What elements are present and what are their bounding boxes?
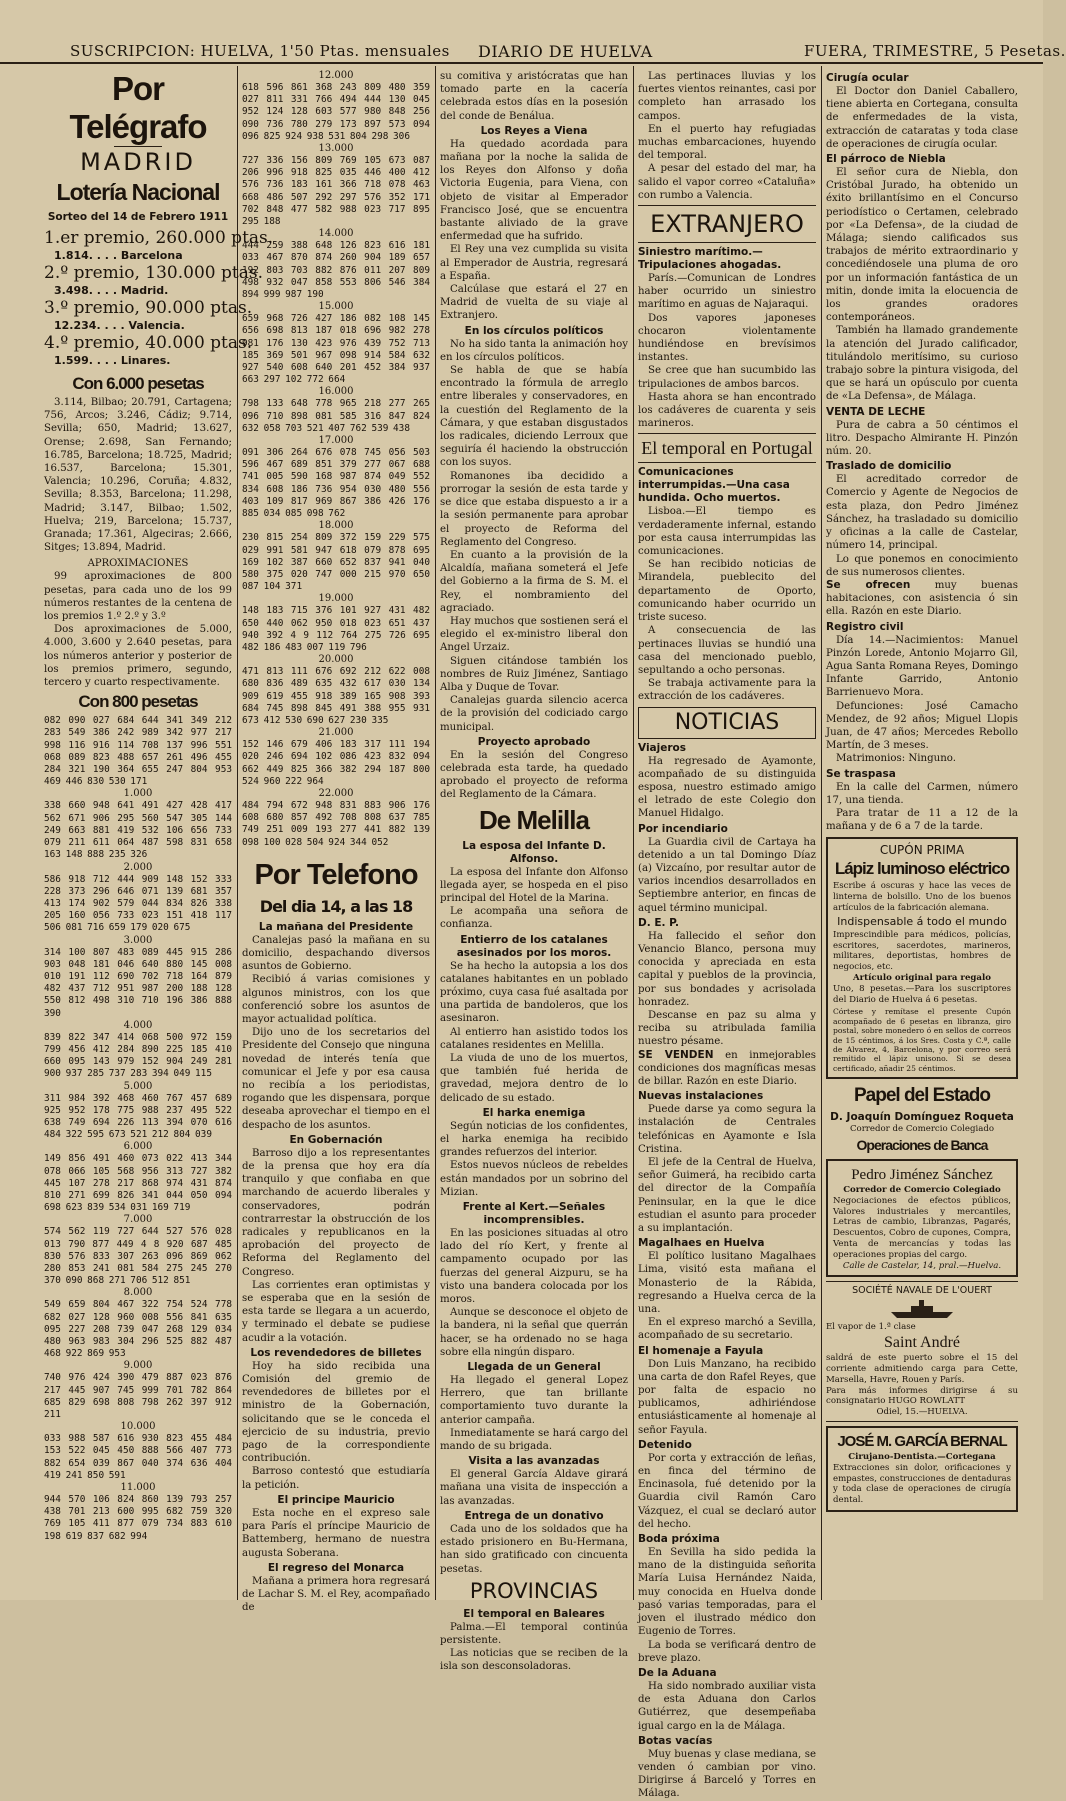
paragraph: Recibió á varias comisiones y algunos ministros, con los que conferenció sobre los asuntos de mayor actualidad política. [242,974,430,1025]
paragraph: Mañana a primera hora regresará de Lachar S. M. el Rey, acompañado de [242,1575,430,1614]
paragraph: La Guardia civil de Cartaya ha detenido a un tal Domingo Díaz (a) Vizcaíno, por resultar autor de varios incendios desarrollados en Septiembre anterior, en fincas de aquel término municipal. [638,836,816,914]
ad-text: muy buenas habitaciones, con asistencia ó sin ella. Razón en este Diario. [826,579,1018,618]
ad-text: Indispensable á todo el mundo [837,914,1007,928]
ad-text: Operaciones de Banca [856,1136,988,1153]
subhead: Viajeros [638,741,686,754]
block-header: 8.000 [123,1287,153,1299]
ad-cupon-prima [826,837,1018,1079]
section-title-telegrafo: Por Telégrafo [69,70,207,145]
prize-1-number: 1.814. . . . Barcelona [54,249,183,262]
subhead: Detenido [638,1438,692,1451]
subhead: Magalhaes en Huelva [638,1237,765,1250]
subhead: Los Reyes a Viena [480,124,588,137]
ad-text: Córtese y remítase el presente Cupón acompañado de 6 pesetas en libranza, giro postal, sobre monedero ó en sellos de correos de 15 céntimos, á los Sres. Costa y C.ª, calle de Alvarez, 4, Barcelona, y por correo será remitido el lápiz unisono. Si se desea certificado, añadir 25 céntimos. [833,1007,1011,1073]
heading-6000: Con 6.000 pesetas [72,374,204,393]
section-title-portugal: El temporal en Portugal [638,433,816,463]
block-header: 18.000 [318,520,354,532]
numbers-block: 484 794 672 948 831 883 906 176 608 680 857 492 708 808 637 785 749 251 009 193 277 441 882 139 098 100 028 504 924 344 052 [242,799,430,848]
numbers-block: 314 100 807 483 089 445 915 286 903 048 181 046 640 880 145 008 010 191 112 690 702 718 164 879 482 437 712 951 987 200 188 128 550 812 498 310 710 196 386 888 390 [44,946,232,1019]
column-lottery [40,70,274,1595]
ship-name: Saint André [884,1334,960,1352]
section-title-telefono: Por Telefono [254,858,418,891]
paragraph: Canalejas guarda silencio acerca de la provisión del codiciado cargo municipal. [440,695,628,733]
aprox-text-2: Dos aproximaciones de 5.000, 4.000, 3.600 y 2.640 pesetas, para los números anterior y posterior de los premios primero, segundo, tercero y cuarto respectivamente. [44,624,232,689]
column-numbers-telefono [238,70,434,1614]
subhead: El regreso del Monarca [267,1561,405,1574]
paragraph: París.—Comunican de Londres haber ocurrido un siniestro marítimo en aguas de Najaraqui. [638,273,816,311]
paragraph: El acreditado corredor de Comercio y Agente de Negocios de esta plaza, don Pedro Jiménez Sánchez, ha trasladado su domicilio y oficinas a la calle de Castelar, número 14, principal. [826,474,1018,552]
numbers-block: 574 562 119 727 644 527 576 028 013 790 877 449 4 8 920 687 485 830 576 833 307 263 096 869 062 280 853 241 081 584 275 245 270 370 090 868 271 706 512 851 [44,1226,232,1287]
paragraph: Esta noche en el expreso sale para París el príncipe Mauricio de Battemberg, hermano de nuestra augusta Soberana. [242,1507,430,1559]
ad-pedro-jimenez [826,1159,1018,1277]
paragraph: Puede darse ya como segura la instalación de Centrales telefónicas en Ayamonte e Isla Cristina. [638,1104,816,1155]
numbers-block: 798 133 648 778 965 218 277 265 096 710 898 081 585 316 847 824 632 058 703 521 407 762 539 438 [242,398,430,434]
subhead: El principe Mauricio [277,1493,395,1506]
paragraph: Pura de cabra a 50 céntimos el litro. Despacho Almirante H. Pinzón núm. 20. [826,419,1018,458]
subhead: El homenaje a Fayula [638,1344,764,1357]
prize-4-number: 1.599. . . . Linares. [54,354,171,367]
paragraph: El Doctor don Daniel Caballero, tiene abierta en Cortegana, consulta de enfermedades de la vista, extracción de cataratas y toda clase de operaciones de cirugía ocular. [826,86,1018,150]
paragraph: Se ha hecho la autopsia a los dos catalanes habitantes en un poblado próximo, cuya casa fué asaltada por una partida de bandoleros, que los asesinaron. [440,960,628,1025]
section-title-extranjero: EXTRANJERO [638,205,816,243]
ad-papel-estado: Papel del Estado [853,1085,991,1107]
ad-title: Pedro Jiménez Sánchez [851,1166,993,1183]
ad-text: Imprescindible para médicos, policías, escritores, sacerdotes, marineros, militares, deportistas, hombres de negocios, etc. [833,929,1011,973]
ad-text: en inmejorables condiciones dos magníficas mesas de billar. Razón en este Diario. [638,1049,816,1087]
paragraph: Le acompaña una señora de confianza. [440,906,628,931]
paragraph: Ha fallecido el señor don Venancio Blanco, persona muy conocida y apreciada en esta capital y pueblos de la provincia, por sus bondades y acrisolada honradez. [638,930,816,1008]
paragraph: Romanones iba decidido a prorrogar la sesión de esta tarde y se dice que estaba dispuesto a ir a la sesión permanente para aprobar el proyecto de Reforma del Reglamento del Congreso. [440,470,628,548]
section-title-provincias: PROVINCIAS [469,1578,599,1603]
ad-text: saldrá de este puerto sobre el 15 del corriente admitiendo carga para Cette, Marsella, Havre, Rouen y París. [826,1353,1018,1385]
section-title-noticias: NOTICIAS [638,707,816,739]
numbers-block: 471 813 111 676 692 212 622 008 680 836 489 635 432 617 030 134 909 619 455 918 389 165 908 393 684 745 898 845 491 388 955 931 673 412 530 690 627 230 335 [242,666,430,726]
ad-text: Calle de Castelar, 14, pral.—Huelva. [842,1260,1002,1271]
paragraph: Día 14.—Nacimientos: Manuel Pinzón Lorede, Antonio Mojarro Gil, Agua Santa Romana Reyes, Domingo Infante Garrido, Antonio Barrienuevo Mora. [826,634,1018,699]
draw-date: Sorteo del 14 de Febrero 1911 [47,211,229,223]
numbers-block: 740 976 424 390 479 887 023 876 217 445 907 745 999 701 782 864 685 829 698 808 798 262 397 912 211 [44,1372,232,1421]
paragraph: Barroso contestó que estudiaría la petición. [242,1466,430,1491]
paragraph: Canalejas pasó la mañana en su domicilio, despachando diversos asuntos de Gobierno. [242,934,430,973]
paragraph: Siguen citándose también los nombres de Ruiz Jiménez, Santiago Alba y Duque de Tovar. [440,655,628,693]
subscription-outside: FUERA, TRIMESTRE, 5 Pesetas. [804,42,1066,60]
paragraph: Dijo uno de los secretarios del Presidente del Consejo que ninguna novedad de interés tenía que comunicar el Jefe y por esa causa no recibía a los periodistas, rogando que les dispensara, porque deseaba aprovechar el tiempo en el despacho de los asuntos. [242,1027,430,1131]
block-header: 21.000 [318,727,354,739]
lottery-title: Lotería Nacional [56,179,220,205]
paragraph: Se han recibido noticias de Mirandela, pueblecito del departamento de Oporto, comunicando haber ocurrido un triste suceso. [638,559,816,624]
paragraph: Inmediatamente se hará cargo del mando de su brigada. [440,1427,628,1453]
paragraph: Estos nuevos núcleos de rebeldes están mandados por un sobrino del Mizian. [440,1160,628,1198]
block-header: 17.000 [318,435,354,447]
numbers-block: 230 815 254 809 372 159 229 575 029 991 581 947 618 079 878 695 169 102 387 660 652 837 941 040 580 375 020 747 000 215 970 650 087 104 371 [242,532,430,593]
paragraph: Las noticias que se reciben de la isla son desconsoladoras. [440,1648,628,1673]
paragraph: su comitiva y aristócratas que han tomado parte en la cacería celebrada estos días en la posesión del conde de Benálua. [440,71,628,122]
paragraph: Descanse en paz su alma y reciba su atribulada familia nuestro pésame. [638,1009,816,1048]
numbers-block: 148 183 715 376 101 927 431 482 650 440 062 950 018 023 651 437 940 392 4 9 112 764 275 726 695 482 186 483 007 119 796 [242,605,430,653]
block-header: 9.000 [123,1360,153,1372]
subhead: Entrega de un donativo [464,1509,604,1522]
ad-dentist [826,1426,1018,1512]
block-header: 16.000 [318,386,354,398]
numbers-block: 444 259 388 648 126 823 616 181 033 467 870 874 260 904 189 657 192 803 703 882 876 011 207 809 498 932 047 858 553 806 546 384 894 999 987 190 [242,240,430,301]
numbers-block: 944 570 106 824 860 139 793 257 438 701 213 600 995 682 759 320 769 105 411 877 079 734 883 610 198 619 837 682 994 [44,1494,232,1542]
paragraph: Defunciones: José Camacho Mendez, de 92 años; Miguel Llopis Juan, de 47 años; Mercedes Rebollo Martín, de 3 meses. [826,700,1018,752]
paragraph: La viuda de uno de los muertos, que también fué herida de gravedad, mejora dentro de lo delicado de su estado. [440,1053,628,1104]
paragraph: Por corta y extracción de leñas, en finca del término de Encinasola, fué detenido por la Guardia civil Ramón Caro Vázquez, el cual se declaró autor del hecho. [638,1452,816,1530]
numbers-block: 618 596 861 368 243 809 480 359 027 811 331 766 494 444 130 045 952 124 128 603 577 980 848 256 090 736 780 279 173 897 573 094 096 825 924 938 531 804 298 306 [242,82,430,142]
subhead: Botas vacías [638,1734,713,1747]
block-header: 1.000 [123,788,153,800]
paragraph: Se habla de que se había encontrado la fórmula de arreglo entre liberales y conservadores, en la cuestión del Reglamento de la Cámara, y que estaban disgustados los radicales, diciendo Lerroux que seguiría él haciendo la obstrucción con los suyos. [440,365,628,469]
ad-lapiz-title: Lápiz luminoso eléctrico [834,859,1010,879]
aprox-text-1: 99 aproximaciones de 800 pesetas, para cada uno de los 99 números restantes de la centena de los premios 1.º 2.º y 3.º [44,571,232,623]
city-madrid: MADRID [80,148,196,176]
heading-800: Con 800 pesetas [78,692,198,712]
paragraph: Matrimonios: Ninguno. [836,753,956,765]
numbers-block: 338 660 948 641 491 427 428 417 562 671 906 295 560 547 305 144 249 663 881 419 532 106 656 733 079 211 611 064 487 598 831 658 163 148 888 235 326 [44,800,232,861]
subhead: Proyecto aprobado [477,735,591,748]
paragraph: En la sesión del Congreso celebrada esta tarde, ha quedado aprobado el proyecto de reforma del Reglamento de la Cámara. [440,749,628,801]
subhead: Los revendedores de billetes [250,1346,422,1359]
ad-text: Artículo original para regalo [852,972,991,983]
subhead: Cirugía ocular [826,72,909,84]
paragraph: En el expreso marchó a Sevilla, acompañado de su secretario. [638,1317,816,1342]
telefono-date: Del dia 14, a las 18 [259,896,413,916]
numbers-block: 033 988 587 616 930 823 455 484 153 522 045 450 888 566 407 773 882 654 039 867 040 374 636 404 419 241 850 591 [44,1433,232,1481]
ad-cupon-title: CUPÓN PRIMA [879,843,965,858]
paragraph: Barroso dijo a los representantes de la prensa que hoy era día tranquilo y que confiaba en que marchando de acuerdo liberales y conservadores, podrán contrarrestar la obstrucción de los radicales y republicanos en la aprobación del proyecto de Reforma del Reglamento del Congreso. [242,1147,430,1278]
ad-text: Negociaciones de efectos públicos, Valores industriales y mercantiles, Letras de cambio, Libranzas, Pagarés, Descuentos, Cobro de cupones, Compra, Venta de mercancías y todas las operaciones propias del cargo. [833,1195,1011,1260]
paragraph: Lo que ponemos en conocimiento de sus numerosos clientes. [826,553,1018,578]
subhead: El párroco de Niebla [826,153,946,166]
block-header: 5.000 [123,1080,153,1092]
subhead: Nuevas instalaciones [638,1090,764,1103]
block-header: 12.000 [318,70,354,81]
paragraph: Palma.—El temporal continúa persistente. [440,1621,628,1646]
block-header: 22.000 [318,787,354,799]
list-6000: 3.114, Bilbao; 20.791, Cartagena; 756, Arcos; 3.246, Cádiz; 9.714, Sevilla; 650, Madrid; 13.627, Orense; 2.698, San Fernando; 16.785, Barcelona; 18.725, Madrid; 16.537, Barcelona; 15.301, Valencia; 10.296, Coruña; 4.832, Sevilla; 8.353, Barcelona; 11.298, Madrid; 3.147, Bilbao; 1.502, Huelva; 219, Barcelona; 15.737, Granada; 17.361, Algeciras; 2.666, Sitges; 13.894, Madrid. [44,397,232,554]
column-classifieds [822,70,1022,1595]
numbers-block: 659 968 726 427 186 082 108 145 656 698 813 187 018 696 982 278 981 176 130 423 976 439 752 713 185 369 501 967 098 914 584 632 927 540 608 640 201 452 384 937 663 297 102 772 664 [242,313,430,386]
ad-title: SOCIÉTÉ NAVALE DE L'OUERT [852,1285,992,1297]
ad-heading: SE VENDEN [638,1048,714,1061]
subhead: Traslado de domicilio [826,460,952,473]
paragraph: Al entierro han asistido todos los catalanes residentes en Melilla. [440,1026,628,1051]
paragraph: Ha quedado acordada para mañana por la noche la salida de los Reyes don Alfonso y doña Victoria Eugenia, para Viena, con objeto de visitar al Emperador Francisco José, que se encuentra bastante aliviado de la grave enfermedad que ha sufrido. [440,138,628,243]
numbers-block: 727 336 156 809 769 105 673 087 206 996 918 825 035 446 400 412 576 736 183 161 366 718 078 463 668 486 507 292 297 576 352 171 702 848 477 582 988 023 717 895 295 188 [242,155,430,228]
paragraph: Calcúlase que estará el 27 en Madrid de vuelta de su viaje al Extranjero. [440,284,628,322]
subscription-local: SUSCRIPCION: HUELVA, 1'50 Ptas. mensuales [70,42,450,60]
subhead: Siniestro marítimo.—Tripulaciones ahogadas. [638,246,782,272]
paragraph: La boda se verificará dentro de breve plazo. [638,1639,816,1664]
paragraph: En las posiciones situadas al otro lado del río Kert, y frente al campamento ocupado por las fuerzas del general Aizpuru, se ha visto una bandera colocada por los moros. [440,1228,628,1306]
paragraph: Para tratar de 11 a 12 de la mañana y de 6 a 7 de la tarde. [826,807,1018,833]
paragraph: El jefe de la Central de Huelva, señor Guimerá, ha recibido carta del director de la Compañía Peninsular, en la que le dice estudian el asunto para proceder a su implantación. [638,1157,816,1235]
numbers-block: 091 306 264 676 078 745 056 503 596 467 689 851 379 277 067 688 741 005 590 168 987 874 049 552 834 608 186 736 954 030 480 556 403 109 817 969 867 386 426 176 885 034 085 098 762 [242,447,430,520]
paragraph: Se cree que han sucumbido las tripulaciones de ambos barcos. [638,365,816,390]
subhead: Frente al Kert.—Señales incomprensibles. [462,1201,606,1227]
paragraph: Ha sido nombrado auxiliar vista de esta Aduana don Carlos Gutiérrez, que desempeñaba igual cargo en la de Málaga. [638,1680,816,1732]
prize-3-number: 12.234. . . . Valencia. [54,319,185,332]
paragraph: Ha regresado de Ayamonte, acompañado de su distinguida esposa, nuestro estimado amigo el letrado de este Colegio don Manuel Hidalgo. [638,755,816,820]
subhead: Visita a las avanzadas [468,1455,600,1468]
column-news [436,70,632,1673]
heading-aproximaciones: APROXIMACIONES [87,558,189,570]
paragraph: Lisboa.—El tiempo es verdaderamente infernal, estando por esta causa interrumpidas las comunicaciones. [638,506,816,558]
prize-2: 2.º premio, 130.000 ptas. [44,263,263,283]
numbers-0: 082 090 027 684 644 341 349 212 283 549 386 242 989 342 977 217 998 116 916 114 708 137 996 551 068 089 823 488 657 261 496 455 284 321 190 364 655 247 804 953 469 446 830 530 171 [44,715,232,788]
paragraph: El señor cura de Niebla, don Cristóbal Jurado, ha obtenido un éxito brillantísimo en el Concurso periodístico o Certamen, celebrado por «La Defensa», de la ciudad de Málaga; siendo calificados sus trabajos de mérito extraordinario y concediéndosele una pluma de oro por un información fantástica de un mitin, donde imita la elocuencia de los grandes oradores contemporáneos. [826,167,1018,324]
subhead: Se traspasa [826,767,896,780]
prize-3: 3.º premio, 90.000 ptas. [44,298,253,318]
paragraph: Las pertinaces lluvias y los fuertes vientos reinantes, casi por completo han arrasado los campos. [638,71,816,122]
paragraph: Hasta ahora se han encontrado los cadáveres de cuarenta y seis marineros. [638,391,816,430]
paragraph: En el puerto hay refugiadas muchas embarcaciones, huyendo del temporal. [638,123,816,162]
numbers-block: 311 984 392 468 460 767 457 689 925 952 178 775 988 237 495 522 638 749 694 226 113 394 070 616 484 322 595 673 521 212 804 039 [44,1092,232,1141]
masthead [0,38,1066,64]
paragraph: El general García Aldave girará mañana una visita de inspección a las avanzadas. [440,1469,628,1507]
block-header: 10.000 [120,1421,156,1433]
block-header: 6.000 [123,1141,153,1153]
subhead: El temporal en Baleares [463,1607,605,1620]
subhead: En Gobernación [289,1133,383,1146]
block-header: 15.000 [318,301,354,313]
block-header: 4.000 [123,1019,153,1031]
block-header: 11.000 [120,1482,156,1494]
paragraph: Aunque se desconoce el objeto de la bandera, ni la señal que querrán hacer, se ha ordenado no se haga sobre ella ningún disparo. [440,1307,628,1358]
ad-text: Extracciones sin dolor, orificaciones y empastes, construcciones de dentaduras y toda clase de operaciones de cirugía dental. [833,1462,1011,1506]
subhead: D. E. P. [638,916,679,929]
ad-text: Odiel, 15.—HUELVA. [876,1407,968,1418]
paragraph: Muy buenas y clase mediana, se venden ó cambian por vino. Dirigirse á Barceló y Torres en Málaga. [638,1748,816,1800]
paragraph: A consecuencia de las pertinaces lluvias se hundió una casa del mencionado pueblo, sepultando a ocho personas. [638,625,816,676]
paragraph: En cuanto a la provisión de la Alcaldía, mañana someterá el Jefe del Gobierno a la firma de S. M. el Rey, el nombramiento del agraciado. [440,549,628,614]
paragraph: También ha llamado grandemente la atención del Jurado calificador, titulándolo meritísimo, su curioso trabajo sobre la pintura visigoda, del que se hará un opúsculo por cuenta de «La Defensa», de Málaga. [826,325,1018,403]
block-header: 13.000 [318,143,354,155]
subhead: De la Aduana [638,1666,717,1679]
paragraph: No ha sido tanta la animación hoy en los círculos políticos. [440,338,628,363]
subhead: Comunicaciones interrumpidas.—Una casa hundida. Ocho muertos. [638,466,790,505]
prize-2-number: 3.498. . . . Madrid. [54,284,169,297]
paragraph: El Rey una vez cumplida su visita al Emperador de Austria, regresará a España. [440,244,628,282]
paragraph: En la calle del Carmen, número 17, una tienda. [826,781,1018,806]
block-header: 14.000 [318,228,354,240]
block-header: 7.000 [123,1214,153,1226]
paragraph: Cada uno de los soldados que ha estado prisionero en Bu-Hermana, han sido gratificado con cincuenta pesetas. [440,1523,628,1575]
subhead: Por incendiario [638,822,728,835]
paragraph: Hoy ha sido recibida una Comisión del gremio de revendedores de billetes por el ministro de la Gobernación, solicitando que se le conceda el ejercicio de su industria, previo pago de la correspondiente contribución. [242,1360,430,1465]
paragraph: En Sevilla ha sido pedida la mano de la distinguida señorita María Luisa Hernández Naida, muy conocida en Huelva donde pasó varias temporadas, para el joven el ilustrado médico don Eugenio de Torres. [638,1547,816,1638]
prize-1: 1.er premio, 260.000 ptas. [44,228,274,248]
paragraph: La esposa del Infante don Alfonso llegada ayer, se hospeda en el piso principal del Hotel de la Marina. [440,866,628,904]
block-header: 3.000 [123,934,153,946]
subhead: En los círculos políticos [464,324,604,337]
subhead: Boda próxima [638,1533,720,1546]
subhead: Registro civil [826,620,904,633]
prize-4: 4.º premio, 40.000 ptas. [44,333,253,353]
ad-heading: Se ofrecen [826,578,911,591]
ad-text: Cirujano-Dentista.—Cortegana [848,1451,996,1462]
numbers-block: 586 918 712 444 909 148 152 333 228 373 296 646 071 139 681 357 413 174 902 579 044 834 826 338 205 160 056 733 023 151 418 117 506 081 716 659 179 020 675 [44,873,232,934]
steamship-icon [887,1298,957,1320]
paragraph: Ha llegado el general Lopez Herrero, que tan brillante comportamiento tuvo durante la anterior campaña. [440,1375,628,1426]
subhead: La esposa del Infante D. Alfonso. [462,839,606,865]
section-title-melilla: De Melilla [479,804,589,835]
subhead: Entierro de los catalanes asesinados por los moros. [456,933,612,959]
subhead: Llegada de un General [467,1361,601,1374]
block-header: 19.000 [318,593,354,605]
ad-text: Uno, 8 pesetas.—Para los suscriptores del Diario de Huelva á 6 pesetas. [833,983,1011,1005]
ad-text: D. Joaquín Domínguez Roqueta [830,1111,1014,1124]
paragraph: A pesar del estado del mar, ha salido el vapor correo «Cataluña» con rumbo a Valencia. [638,163,816,201]
paragraph: Dos vapores japoneses chocaron violentamente hundiéndose en brevísimos instantes. [638,312,816,364]
ad-title: JOSÉ M. GARCÍA BERNAL [837,1432,1007,1450]
numbers-block: 549 659 804 467 322 754 524 778 682 027 128 960 008 556 841 635 095 227 208 739 047 268 129 034 480 963 983 304 296 525 882 487 468 922 869 953 [44,1299,232,1360]
ad-text: El vapor de 1.ª clase [826,1322,916,1333]
numbers-block: 149 856 491 460 073 022 413 344 078 066 105 568 956 313 727 382 445 107 278 217 868 974 431 874 810 271 699 826 341 044 050 094 698 623 839 534 031 169 719 [44,1153,232,1214]
subhead: La mañana del Presidente [258,920,414,933]
subhead: El harka enemiga [482,1106,586,1119]
ad-societe-navale [826,1281,1018,1422]
paragraph: Según noticias de los confidentes, el harka enemiga ha recibido grandes refuerzos del interior. [440,1120,628,1159]
ad-text: Para más informes dirigirse á su consignatario HUGO ROWLATT [826,1385,1018,1407]
block-header: 2.000 [123,861,153,873]
newspaper-title: DIARIO DE HUELVA [478,42,653,61]
paragraph: El político lusitano Magalhaes Lima, visitó esta mañana el Monasterio de la Rábida, regresando a Huelva cerca de la una. [638,1251,816,1316]
subhead: VENTA DE LECHE [826,405,926,418]
block-header: 20.000 [318,654,354,666]
paragraph: Don Luis Manzano, ha recibido una carta de don Rafel Reyes, que por falta de espacio no publicamos, adhiriéndose entusiásticamente al homenaje al señor Fayula. [638,1358,816,1436]
ad-text: Corredor de Comercio Colegiado [843,1184,1001,1195]
ad-text: Corredor de Comercio Colegiado [849,1124,995,1135]
paragraph: Se trabaja activamente para la extracción de los cadáveres. [638,678,816,703]
paragraph: Hay muchos que sostienen será el elegido el ex-ministro liberal don Angel Urzaiz. [440,615,628,654]
numbers-block: 152 146 679 406 183 317 111 194 020 246 694 102 086 423 832 094 662 449 825 366 382 294 187 800 524 960 222 964 [242,739,430,787]
column-extranjero-noticias [634,70,820,1800]
numbers-block: 839 822 347 414 068 500 972 159 799 456 412 284 890 225 185 410 660 095 143 979 152 904 249 281 900 937 285 737 283 394 049 115 [44,1031,232,1080]
ad-text: Escribe á oscuras y hace las veces de linterna de bolsillo. Uno de los buenos artículos de la fabricación alemana. [833,881,1011,913]
paragraph: Las corrientes eran optimistas y se esperaba que en la sesión de esta tarde se llegara a un acuerdo, y terminado el debate se pudiese acudir a la votación. [242,1279,430,1344]
